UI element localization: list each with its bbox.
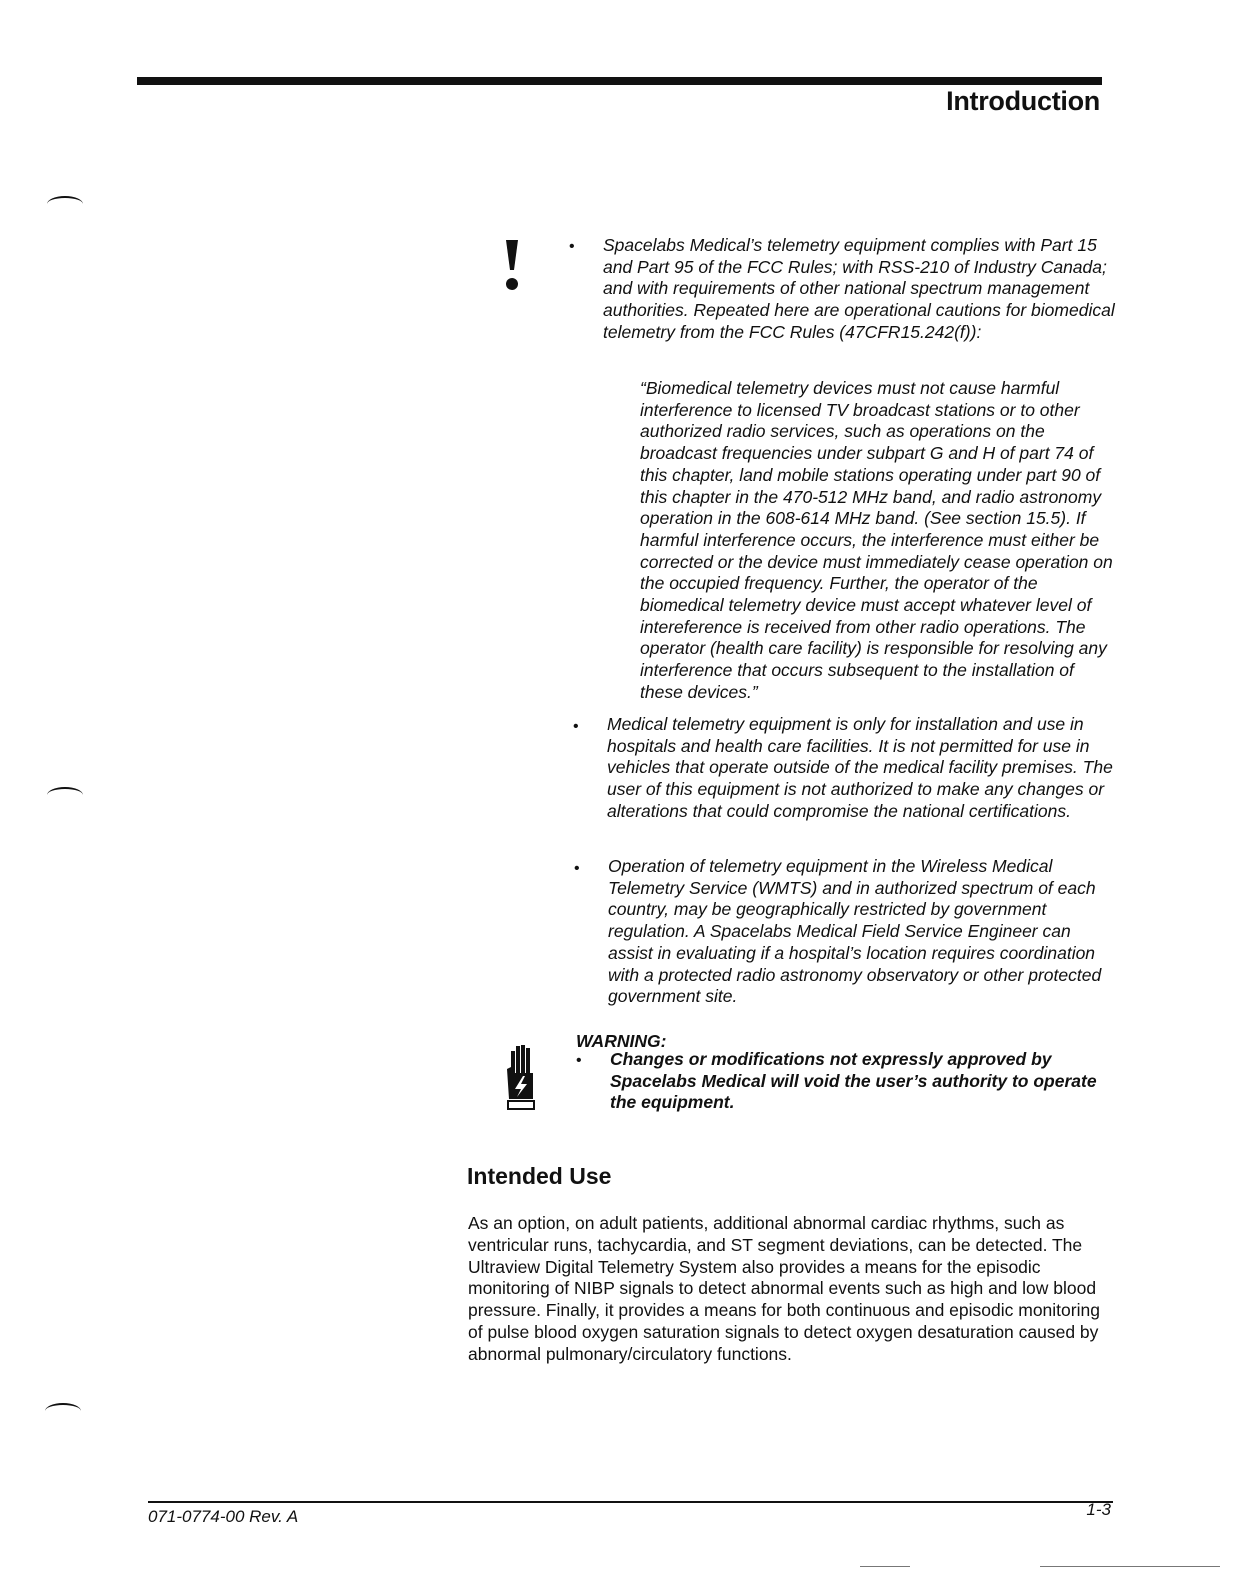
warning-text: Changes or modifications not expressly approved by Spacelabs Medical will void the user’s authority to operate the equipment. (610, 1049, 1097, 1113)
binder-hole-mark (47, 196, 83, 212)
scan-artifact (860, 1566, 910, 1567)
scan-artifact (1040, 1566, 1220, 1567)
bullet-marker: • (569, 238, 575, 255)
bullet-marker: • (576, 1052, 582, 1069)
footer-rule (148, 1501, 1113, 1503)
warning-title: WARNING: (576, 1031, 667, 1051)
caution-bullet-installation: Medical telemetry equipment is only for installation and use in hospitals and health care facilities. It is not permitted for use in vehicles that operate outside of the medical facility premises. The user of this equipment is not authorized to make any changes or alterations that could compromise the national certifications. (607, 714, 1113, 821)
fcc-rules-quote: “Biomedical telemetry devices must not cause harmful interference to licensed TV broadcast stations or to other authorized radio services, such as operations on the broadcast frequencies under subpart G and H of part 74 of this chapter, land mobile stations operating under part 90 of this chapter in the 470-512 MHz band, and radio astronomy operation in the 608-614 MHz band. (See section 15.5). If harmful interference occurs, the interference must either be corrected or the device must immediately cease operation on the occupied frequency. Further, the operator of the biomedical telemetry device must accept whatever level of intereference is received from other radio operations. The operator (health care facility) is responsible for resolving any interference that occurs subsequent to the installation of these devices.” (640, 378, 1113, 702)
document-number: 071-0774-00 Rev. A (148, 1507, 299, 1526)
binder-hole-mark (47, 787, 83, 803)
binder-hole-mark (45, 1403, 81, 1419)
exclamation-caution-icon (500, 238, 524, 294)
chapter-title: Introduction (946, 86, 1100, 116)
bullet-marker: • (574, 860, 580, 877)
bullet-marker: • (573, 718, 579, 735)
section-heading-intended-use: Intended Use (467, 1163, 612, 1189)
caution-bullet-wmts: Operation of telemetry equipment in the Wireless Medical Telemetry Service (WMTS) and in authorized spectrum of each country, may be geographically restricted by government regulation. A Spacelabs Medical Field Service Engineer can assist in evaluating if a hospital’s location requires coordination with a protected radio astronomy observatory or other protected government site. (608, 856, 1102, 1007)
caution-bullet-fcc-compliance: Spacelabs Medical’s telemetry equipment complies with Part 15 and Part 95 of the FCC Rules; with RSS-210 of Industry Canada; and with requirements of other national spectrum management authorities. Repeated here are operational cautions for biomedical telemetry from the FCC Rules (47CFR15.242(f)): (603, 235, 1115, 342)
page-number: 1-3 (1086, 1500, 1111, 1519)
shock-hazard-hand-icon (503, 1043, 539, 1113)
header-rule (137, 77, 1102, 85)
intended-use-paragraph: As an option, on adult patients, additional abnormal cardiac rhythms, such as ventricular runs, tachycardia, and ST segment deviations, can be detected. The Ultraview Digital Telemetry System also provides a means for the episodic monitoring of NIBP signals to detect abnormal events such as high and low blood pressure. Finally, it provides a means for both continuous and episodic monitoring of pulse blood oxygen saturation signals to detect oxygen desaturation caused by abnormal pulmonary/circulatory functions. (468, 1213, 1100, 1364)
